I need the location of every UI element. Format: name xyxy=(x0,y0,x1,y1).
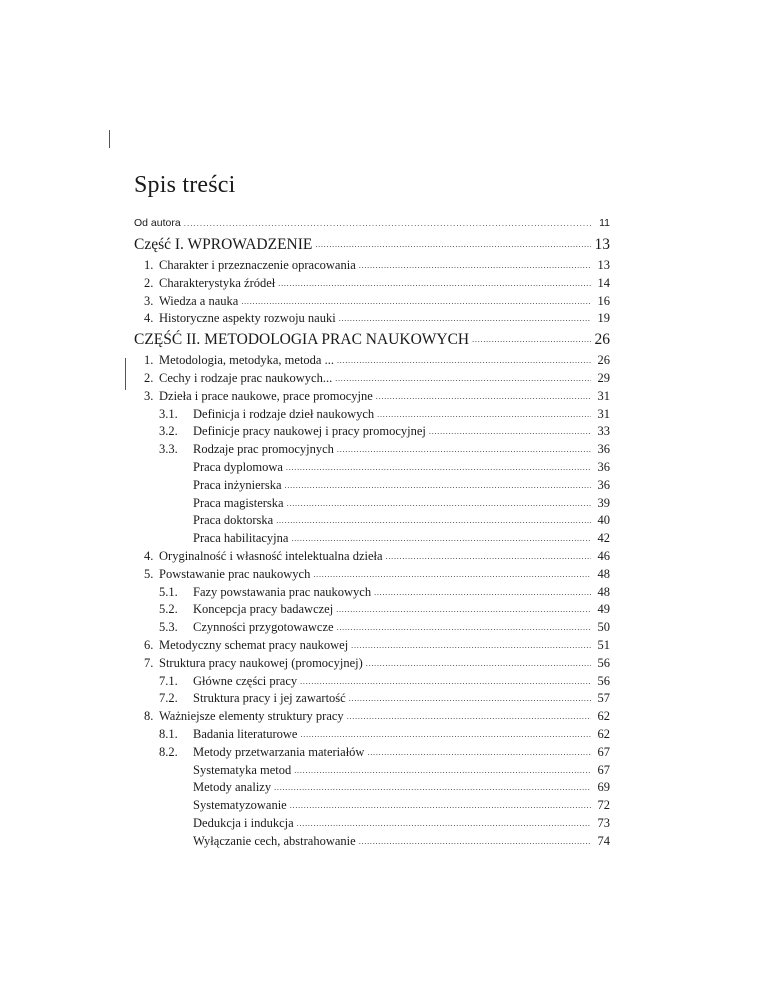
toc-entry-number: 3.3. xyxy=(159,442,178,457)
toc-entry-label: Czynności przygotowawcze xyxy=(193,620,334,635)
toc-entry-page: 29 xyxy=(597,370,610,385)
toc-entry-label: Struktura pracy naukowej (promocyjnej) xyxy=(159,655,363,670)
toc-entry-page: 31 xyxy=(597,406,610,421)
toc-entry-label: Struktura pracy i jej zawartość xyxy=(193,691,346,706)
toc-entry-number: 5.2. xyxy=(159,602,178,617)
toc-entry xyxy=(134,726,610,744)
toc-entry xyxy=(134,477,610,495)
toc-entry xyxy=(134,548,610,566)
toc-entry-page: 74 xyxy=(597,833,610,848)
toc-entry xyxy=(134,293,610,311)
toc-entry-label: Definicja i rodzaje dzieł naukowych xyxy=(193,406,375,421)
toc-entry-page: 31 xyxy=(597,388,610,403)
toc-entry-page: 51 xyxy=(597,637,610,652)
toc-entry-page: 11 xyxy=(599,217,610,230)
dot-leader xyxy=(367,743,591,762)
toc-entry-label: Praca dyplomowa xyxy=(193,459,283,474)
toc-entry-label: Praca magisterska xyxy=(193,495,284,510)
toc-entry-label: Koncepcja pracy badawczej xyxy=(193,602,334,617)
dot-leader xyxy=(349,689,591,708)
toc-entry-number: 8.2. xyxy=(159,744,178,759)
dot-leader xyxy=(291,529,591,548)
toc-entry-label: Systematyzowanie xyxy=(193,798,287,813)
dot-leader xyxy=(337,351,591,370)
scan-mark xyxy=(125,358,126,390)
toc-entry-page: 50 xyxy=(597,620,610,635)
dot-leader xyxy=(297,814,591,833)
toc-entry xyxy=(134,530,610,548)
toc-entry-label: Praca habilitacyjna xyxy=(193,531,289,546)
toc-entry xyxy=(134,708,610,726)
toc-entry-label: Powstawanie prac naukowych xyxy=(159,566,311,581)
toc-entry xyxy=(134,690,610,708)
toc-entry-number: 3. xyxy=(144,388,154,403)
toc-entry-label: Historyczne aspekty rozwoju nauki xyxy=(159,311,336,326)
toc-entry-number: 5. xyxy=(144,566,154,581)
dot-leader xyxy=(241,292,591,311)
dot-leader xyxy=(287,494,591,513)
toc-entry-label: Wyłączanie cech, abstrahowanie xyxy=(193,833,356,848)
toc-entry xyxy=(134,797,610,815)
dot-leader xyxy=(366,654,591,673)
toc-entry-page: 72 xyxy=(597,798,610,813)
toc-entry xyxy=(134,459,610,477)
toc-entry-label: Metody przetwarzania materiałów xyxy=(193,744,365,759)
toc-entry-label: Definicje pracy naukowej i pracy promocyjnej xyxy=(193,424,426,439)
dot-leader xyxy=(315,231,591,257)
toc-entry-number: 2. xyxy=(144,275,154,290)
dot-leader xyxy=(313,565,591,584)
toc-entry-page: 39 xyxy=(597,495,610,510)
toc-entry xyxy=(134,744,610,762)
toc-entry-label: Metodologia, metodyka, metoda ... xyxy=(159,353,334,368)
toc-entry-number: 7. xyxy=(144,655,154,670)
toc-entry-label: Badania literaturowe xyxy=(193,726,298,741)
toc-entry-page: 56 xyxy=(597,655,610,670)
dot-leader xyxy=(300,672,591,691)
dot-leader xyxy=(336,600,591,619)
toc-entry-label: Oryginalność i własność intelektualna dzieła xyxy=(159,548,383,563)
toc-entry xyxy=(134,779,610,797)
toc-entry-label: Od autora xyxy=(134,217,181,230)
toc-entry xyxy=(134,388,610,406)
toc-entry-page: 14 xyxy=(597,275,610,290)
toc-entry-number: 7.2. xyxy=(159,691,178,706)
toc-entry-label: Rodzaje prac promocyjnych xyxy=(193,442,334,457)
toc-entry-page: 48 xyxy=(597,566,610,581)
toc-entry-label: Praca inżynierska xyxy=(193,477,282,492)
dot-leader xyxy=(290,796,591,815)
toc-entry-label: Metody analizy xyxy=(193,780,272,795)
toc-entry-page: 36 xyxy=(597,477,610,492)
toc-entry-page: 40 xyxy=(597,513,610,528)
toc-entry-number: 5.1. xyxy=(159,584,178,599)
toc-entry-page: 62 xyxy=(597,726,610,741)
toc-entry xyxy=(134,370,610,388)
dot-leader xyxy=(472,326,591,352)
toc-entry-page: 56 xyxy=(597,673,610,688)
dot-leader xyxy=(278,274,591,293)
toc-entry xyxy=(134,815,610,833)
toc-entry xyxy=(134,211,610,233)
toc-entry-label: Dzieła i prace naukowe, prace promocyjne xyxy=(159,388,373,403)
toc-entry-number: 1. xyxy=(144,258,154,272)
toc-entry-page: 13 xyxy=(597,258,610,272)
dot-leader xyxy=(337,618,591,637)
toc-entry xyxy=(134,352,610,370)
toc-entry xyxy=(134,601,610,619)
dot-leader xyxy=(429,422,591,441)
dot-leader xyxy=(335,369,591,388)
dot-leader xyxy=(359,832,591,851)
dot-leader xyxy=(374,583,591,602)
toc-entry-page: 36 xyxy=(597,442,610,457)
toc-entry-number: 8. xyxy=(144,709,154,724)
toc-entry xyxy=(134,762,610,780)
toc-entry-page: 67 xyxy=(597,744,610,759)
dot-leader xyxy=(294,761,591,780)
toc-entry-number: 7.1. xyxy=(159,673,178,688)
toc-entry xyxy=(134,495,610,513)
toc-entry-page: 16 xyxy=(597,293,610,308)
toc-entry-page: 62 xyxy=(597,709,610,724)
dot-leader xyxy=(274,778,591,797)
toc-entry xyxy=(134,637,610,655)
toc-entry xyxy=(134,566,610,584)
dot-leader xyxy=(300,725,591,744)
toc-entry-number: 8.1. xyxy=(159,726,178,741)
page-title: Spis treści xyxy=(134,172,236,198)
toc-entry xyxy=(134,833,610,851)
toc-entry-page: 42 xyxy=(597,531,610,546)
dot-leader xyxy=(351,636,591,655)
toc-entry xyxy=(134,406,610,424)
toc-entry-number: 1. xyxy=(144,353,154,368)
toc-entry-label: Charakterystyka źródeł xyxy=(159,275,276,290)
toc-entry-label: Cechy i rodzaje prac naukowych... xyxy=(159,370,333,385)
dot-leader xyxy=(276,511,591,530)
toc-entry xyxy=(134,619,610,637)
dot-leader xyxy=(285,476,591,495)
toc-entry xyxy=(134,423,610,441)
toc-entry-label: Metodyczny schemat pracy naukowej xyxy=(159,637,349,652)
toc-entry-page: 19 xyxy=(597,311,610,326)
toc-entry-number: 3.2. xyxy=(159,424,178,439)
dot-leader xyxy=(286,458,591,477)
dot-leader xyxy=(386,547,591,566)
toc-entry-label: Systematyka metod xyxy=(193,762,292,777)
toc-entry-label: Charakter i przeznaczenie opracowania xyxy=(159,258,356,272)
toc-entry xyxy=(134,328,610,352)
toc-entry-label: CZĘŚĆ II. METODOLOGIA PRAC NAUKOWYCH xyxy=(134,331,470,349)
toc-entry-page: 48 xyxy=(597,584,610,599)
dot-leader xyxy=(337,440,591,459)
toc-entry-page: 13 xyxy=(594,236,610,253)
toc-entry xyxy=(134,257,610,275)
toc-entry-label: Główne części pracy xyxy=(193,673,298,688)
toc-entry-page: 26 xyxy=(594,331,610,349)
toc-entry-page: 26 xyxy=(597,353,610,368)
toc-entry-page: 33 xyxy=(597,424,610,439)
toc-entry-page: 57 xyxy=(597,691,610,706)
toc-entry-page: 46 xyxy=(597,548,610,563)
toc-entry-label: Fazy powstawania prac naukowych xyxy=(193,584,372,599)
toc-entry xyxy=(134,441,610,459)
dot-leader xyxy=(359,256,591,275)
scan-mark xyxy=(109,130,110,148)
dot-leader xyxy=(377,405,591,424)
toc-entry-page: 73 xyxy=(597,815,610,830)
toc-entry-number: 3. xyxy=(144,293,154,308)
toc-entry-label: Część I. WPROWADZENIE xyxy=(134,236,313,253)
toc-entry xyxy=(134,673,610,691)
toc-entry-number: 4. xyxy=(144,548,154,563)
toc-entry-number: 4. xyxy=(144,311,154,326)
toc-entry xyxy=(134,512,610,530)
toc-entry-number: 5.3. xyxy=(159,620,178,635)
toc-entry xyxy=(134,584,610,602)
toc-entry-page: 69 xyxy=(597,780,610,795)
toc-entry-label: Dedukcja i indukcja xyxy=(193,815,294,830)
toc-entry xyxy=(134,233,610,257)
toc-entry xyxy=(134,275,610,293)
table-of-contents xyxy=(134,211,610,851)
dot-leader xyxy=(347,707,591,726)
toc-entry-label: Ważniejsze elementy struktury pracy xyxy=(159,709,344,724)
toc-entry-page: 49 xyxy=(597,602,610,617)
toc-entry xyxy=(134,655,610,673)
toc-entry-number: 2. xyxy=(144,370,154,385)
toc-entry-page: 67 xyxy=(597,762,610,777)
toc-entry-page: 36 xyxy=(597,459,610,474)
toc-entry-label: Wiedza a nauka xyxy=(159,293,239,308)
toc-entry-number: 3.1. xyxy=(159,406,178,421)
dot-leader xyxy=(376,387,591,406)
toc-entry-number: 6. xyxy=(144,637,154,652)
toc-entry-label: Praca doktorska xyxy=(193,513,274,528)
